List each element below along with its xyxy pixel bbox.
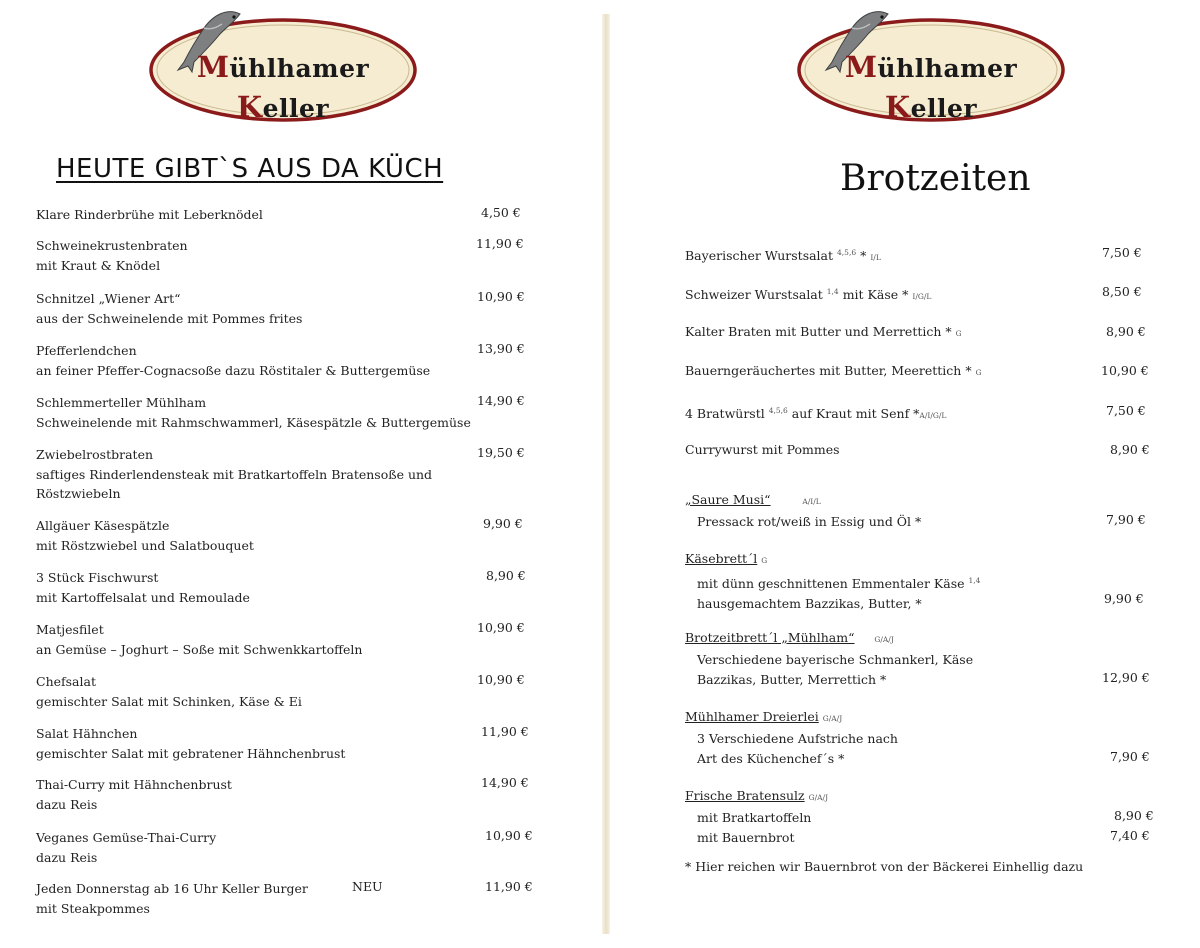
price: 7,50 € — [1102, 245, 1142, 260]
menu-item-price: 10,90 € — [477, 289, 525, 304]
menu-item — [36, 568, 496, 607]
menu-item-name: Allgäuer Käsespätzle — [36, 518, 170, 533]
menu-item-name: Veganes Gemüse-Thai-Curry — [36, 830, 217, 845]
menu-item-description: an Gemüse – Joghurt – Soße mit Schwenkkartoffeln — [36, 641, 363, 657]
menu-item-price: 11,90 € — [485, 879, 533, 894]
brotzeiten-heading: Brotzeiten — [840, 158, 1031, 199]
menu-item-name: Jeden Donnerstag ab 16 Uhr Keller Burger — [36, 881, 308, 896]
menu-item-description: gemischter Salat mit Schinken, Käse & Ei — [36, 693, 302, 709]
menu-item-description: dazu Reis — [36, 796, 98, 812]
menu-item — [36, 620, 496, 659]
page-divider — [602, 14, 610, 934]
menu-item-description: mit Kartoffelsalat und Remoulade — [36, 589, 250, 605]
saure-musi-block: „Saure Musi“ A/I/L Pressack rot/weiß in Essig und Öl * — [685, 492, 922, 529]
logo-name-line2: Keller — [884, 90, 978, 124]
brotzeit-item: Kalter Braten mit Butter und Merrettich * G — [685, 324, 962, 339]
menu-item-name: Schnitzel „Wiener Art“ — [36, 291, 181, 306]
brotzeit-item: 4 Bratwürstl $^{4,5,6}$ auf Kraut mit Senf *A/I/G/L — [685, 406, 947, 422]
brotzeit-item: Schweizer Wurstsalat $^{1,4}$ mit Käse * I/G/L — [685, 287, 932, 303]
menu-item-name: Zwiebelrostbraten — [36, 447, 154, 462]
menu-item-price: 11,90 € — [476, 236, 524, 251]
menu-item-price: 10,90 € — [485, 828, 533, 843]
menu-item — [36, 672, 496, 711]
daily-menu-heading: HEUTE GIBT`S AUS DA KÜCH — [56, 154, 444, 184]
menu-item — [36, 828, 496, 867]
menu-item-name: Schweinekrustenbraten — [36, 238, 188, 253]
price: 7,50 € — [1106, 403, 1146, 418]
menu-item-price: 10,90 € — [477, 620, 525, 635]
menu-item-price: 11,90 € — [481, 724, 529, 739]
menu-item-price: 19,50 € — [477, 445, 525, 460]
price: 8,90 € — [1114, 808, 1154, 823]
menu-item-price: 13,90 € — [477, 341, 525, 356]
menu-item-name: Schlemmerteller Mühlham — [36, 395, 207, 410]
bread-footnote: * Hier reichen wir Bauernbrot von der Bäckerei Einhellig dazu — [685, 859, 1084, 874]
menu-item-name: Thai-Curry mit Hähnchenbrust — [36, 777, 232, 792]
menu-item-price: 4,50 € — [481, 205, 521, 220]
price: 7,40 € — [1110, 828, 1150, 843]
restaurant-logo — [148, 12, 418, 122]
menu-item — [36, 879, 496, 918]
logo-name-line1: Mühlhamer — [844, 50, 1018, 84]
menu-page-right — [610, 0, 1200, 948]
menu-item — [36, 516, 496, 555]
menu-item-price: 10,90 € — [477, 672, 525, 687]
menu-item-description: mit Kraut & Knödel — [36, 257, 161, 273]
brotzeit-item: Currywurst mit Pommes — [685, 442, 840, 457]
menu-item — [36, 775, 496, 814]
menu-item-price: 14,90 € — [477, 393, 525, 408]
logo-name-line1: Mühlhamer — [196, 50, 370, 84]
menu-item — [36, 724, 496, 763]
menu-item-name: Salat Hähnchen — [36, 726, 138, 741]
price: 8,50 € — [1102, 284, 1142, 299]
menu-item — [36, 445, 476, 504]
price: 9,90 € — [1104, 591, 1144, 606]
menu-item-price: 9,90 € — [483, 516, 523, 531]
bratensulz-block: Frische Bratensulz G/A/J mit Bratkartoffeln mit Bauernbrot — [685, 788, 829, 845]
menu-item — [36, 341, 496, 380]
menu-item-price: 14,90 € — [481, 775, 529, 790]
restaurant-logo-right — [796, 12, 1066, 122]
menu-item-name: Chefsalat — [36, 674, 96, 689]
menu-item-description: saftiges Rinderlendensteak mit Bratkartoffeln Bratensoße und Röstzwiebeln — [36, 466, 433, 501]
menu-item-name: Matjesfilet — [36, 622, 104, 637]
menu-item-description: aus der Schweinelende mit Pommes frites — [36, 310, 303, 326]
price: 10,90 € — [1101, 363, 1149, 378]
price: 7,90 € — [1110, 749, 1150, 764]
brotzeit-item: Bauerngeräuchertes mit Butter, Meerettich * G — [685, 363, 982, 378]
menu-item — [36, 236, 496, 275]
logo-name-line2: Keller — [236, 90, 330, 124]
menu-item-name: 3 Stück Fischwurst — [36, 570, 159, 585]
kaesebrettl-block: Käsebrett´l G mit dünn geschnittenen Emmentaler Käse $^{1,4}$ hausgemachtem Bazzikas, Butter, * — [685, 551, 981, 611]
menu-item-description: mit Steakpommes — [36, 900, 150, 916]
menu-item-name: Pfefferlendchen — [36, 343, 137, 358]
new-badge: NEU — [352, 879, 383, 894]
dreierlei-block: Mühlhamer Dreierlei G/A/J 3 Verschiedene Aufstriche nach Art des Küchenchef´s * — [685, 709, 898, 766]
brotzeit-item: Bayerischer Wurstsalat $^{4,5,6}$ * I/L — [685, 248, 881, 264]
price: 12,90 € — [1102, 670, 1150, 685]
menu-item-name: Klare Rinderbrühe mit Leberknödel — [36, 207, 263, 222]
menu-item-description: Schweinelende mit Rahmschwammerl, Käsespätzle & Buttergemüse — [36, 414, 471, 430]
menu-item-description: dazu Reis — [36, 849, 98, 865]
brotzeitbrettl-block: Brotzeitbrett´l „Mühlham“ G/A/J Verschiedene bayerische Schmankerl, Käse Bazzikas, Butter, Merrettich * — [685, 630, 974, 687]
price: 8,90 € — [1110, 442, 1150, 457]
menu-item-description: mit Röstzwiebel und Salatbouquet — [36, 537, 254, 553]
menu-item — [36, 205, 496, 225]
menu-item-price: 8,90 € — [486, 568, 526, 583]
menu-item — [36, 289, 496, 328]
menu-item-description: gemischter Salat mit gebratener Hähnchenbrust — [36, 745, 346, 761]
menu-item — [36, 393, 496, 432]
menu-item-description: an feiner Pfeffer-Cognacsoße dazu Röstitaler & Buttergemüse — [36, 362, 431, 378]
price: 7,90 € — [1106, 512, 1146, 527]
price: 8,90 € — [1106, 324, 1146, 339]
